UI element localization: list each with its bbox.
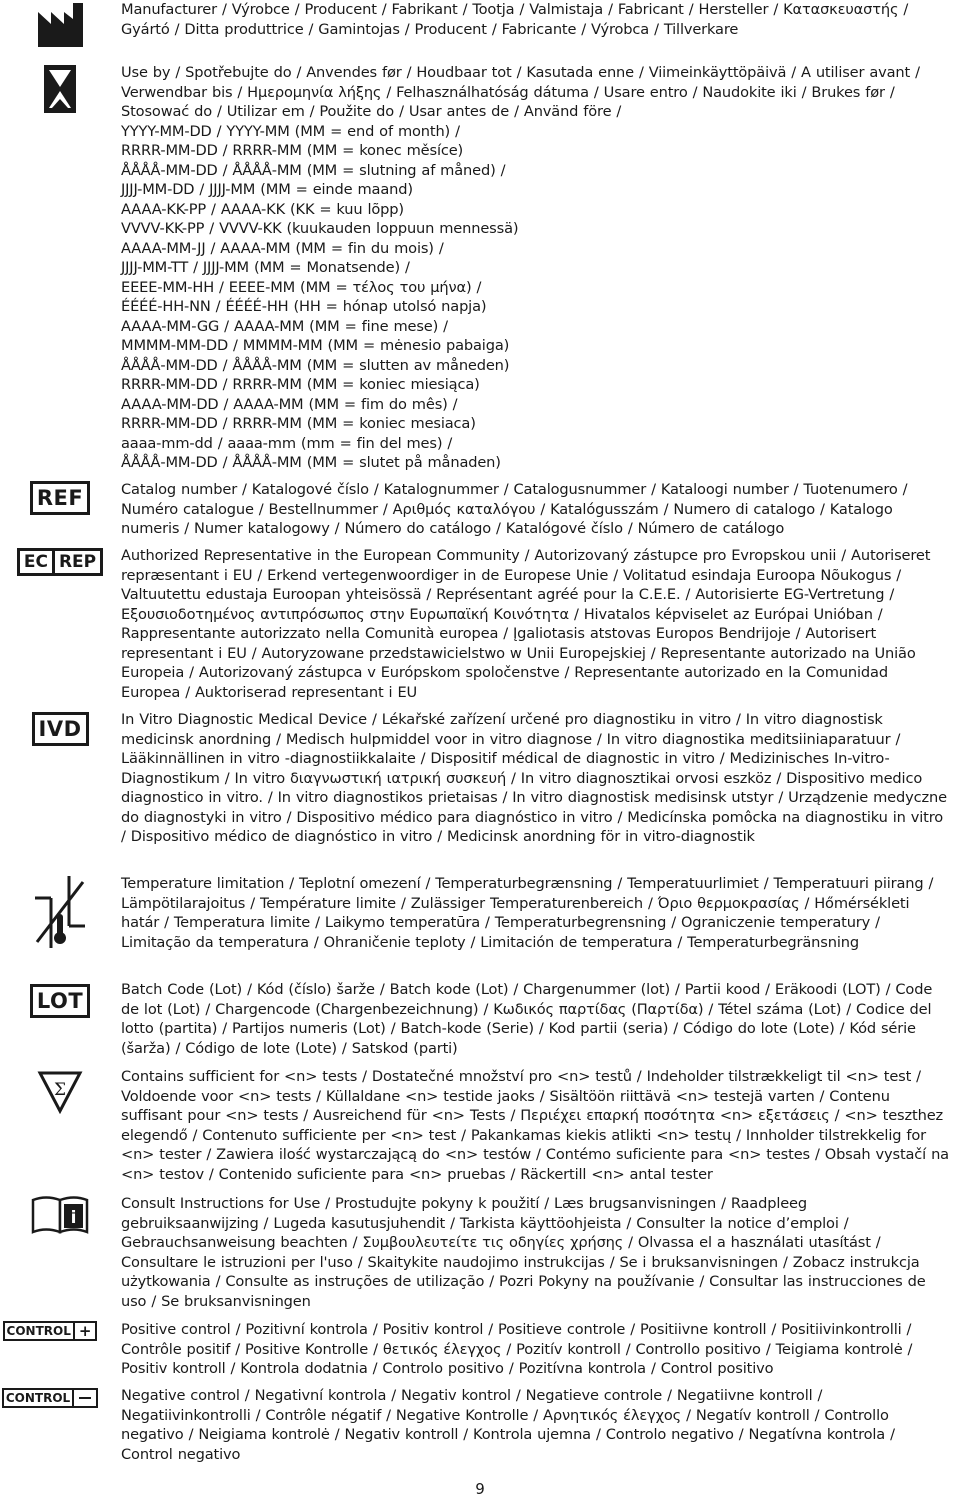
thermometer-icon [20,874,100,950]
date-format-line: AAAA-MM-GG / AAAA-MM (MM = fine mese) / [121,317,448,335]
contains-sufficient-text: Contains sufficient for <n> tests / Dostatečné množství pro <n> testů / Indeholder tilstrækkeligt til <n> test / Voldoende voor <n> tests / Küllaldane <n> testide jaoks / Sisältöön riittävä <n> testejä varten / Contenu suffisant pour <n> tests / Ausreichend für <n> Tests / Περιέχει επαρκή ποσότητα <n> εξετάσεις / <n> teszthez elegendő / Contenuto sufficiente per <n> test / Pakankamas kiekis atlikti <n> testų / Innholder tilstrekkelig for <n> tester / Zawiera ilość wystarczającą do <n> testów / Contémo suficiente para <n> testes / Obsah vystačí na <n> testov / Contenido suficiente para <n> pruebas / Räckertill <n> antal tester [121,1068,949,1183]
date-format-line: AAAA-KK-PP / AAAA-KK (KK = kuu lõpp) [121,200,404,218]
date-format-line: MMMM-MM-DD / MMMM-MM (MM = mėnesio pabaiga) [121,337,510,354]
consult-instructions-text: Consult Instructions for Use / Prostudujte pokyny k použití / Læs brugsanvisningen / Raadpleeg gebruiksaanwijzing / Lugeda kasutusjuhendit / Tarkista käyttöohjeista / Consulter la notice d’emploi / Gebrauchsanweisung beachten / Συμβουλευτείτε τις οδηγίες χρήσης / Olvassa el a használati utasítást / Consultare le istruzioni per l'uso / Skaitykite naudojimo instrukcijas / Se i bruksanvisningen / Zobacz instrukcja użytkowania / Consulte as instruções de utilização / Pozri Pokyny na používanie / Consultar las instrucciones de uso / Se bruksanvisningen [121,1195,926,1310]
authorized-representative-text: Authorized Representative in the European Community / Autorizovaný zástupce pro Evropskou unii / Autoriseret repræsentant i EU / Erkend vertegenwoordiger in de Europese Unie / Volitatud esindaja Euroopa Nõukogus / Valtuutettu edustaja Euroopan yhteisössä / Représentant agréé pour la C.E.E. / Autorisierte EG-Vertretung / Εξουσιοδοτημένος αντιπρόσωπος στην Ευρωπαϊκή Κοινότητα / Hivatalos képviselet az Európai Unióban / Rappresentante autorizzato nella Comunità europea / Įgaliotasis atstovas Europos Bendrijoje / Autorisert representant i EU / Autoryzowane przedstawicielstwo w Unii Europejskiej / Representante autorizado na União Europeia / Autorizovaný zástupca v Európskom spoločenstve / Representante autorizado en la Comunidad Europea / Auktoriserad representant i EU [121,547,931,701]
plus-sign: + [78,1322,92,1340]
minus-sign-icon [79,1397,91,1399]
ec-rep-symbol [20,548,100,576]
date-format-line: VVVV-KK-PP / VVVV-KK (kuukauden loppuun mennessä) [121,220,519,237]
negative-control-text: Negative control / Negativní kontrola / Negativ kontrol / Negatieve controle / Negatiivne kontroll / Negatiivinkontrolli / Contrôle négatif / Negative Kontrolle / Αρνητικός έλεγχος / Negatív kontroll / Controllo negativo / Neigiama kontrolė / Negativ kontroll / Kontrola ujemna / Controlo negativo / Negatívna kontrola / Control negativo [121,1387,895,1463]
date-format-line: EEEE-MM-HH / EEEE-MM (MM = τέλος του μήνα) / [121,278,482,296]
date-format-line: RRRR-MM-DD / RRRR-MM (MM = koniec mesiaca) [121,415,476,432]
control-positive-symbol [8,1321,92,1341]
date-format-line: YYYY-MM-DD / YYYY-MM (MM = end of month) / [121,122,460,140]
control-negative-symbol [5,1388,92,1408]
positive-control-text: Positive control / Pozitivní kontrola / Positiv kontrol / Positieve controle / Positiivne kontroll / Positiivinkontrolli / Contrôle positif / Positive Kontrolle / θετικός έλεγχος / Pozitív kontroll / Controllo positivo / Teigiama kontrolė / Positiv kontroll / Kontrola dodatnia / Controlo positivo / Pozitívna kontrola / Control positivo [121,1321,913,1377]
ref-symbol [20,481,100,515]
date-format-line: ÅÅÅÅ-MM-DD / ÅÅÅÅ-MM (MM = slutet på månaden) [121,454,501,471]
control-label-positive: CONTROL [5,1323,75,1339]
ec-label: EC [20,551,55,573]
temperature-limit-text: Temperature limitation / Teplotní omezení / Temperaturbegrænsning / Temperatuurlimiet / Temperatuuri piirang / Lämpötilarajoitus / Température limite / Zulässiger Temperaturenbereich / Όριο θερμοκρασίας / Hőmérsékleti határ / Temperatura limite / Laikymo temperatūra / Temperaturbegrensning / Ograniczenie temperatury / Limitação da temperatura / Ohraničenie teploty / Limitación de temperatura / Temperaturbegränsning [121,875,934,951]
use-by-text: Use by / Spotřebujte do / Anvendes før / Houdbaar tot / Kasutada enne / Viimeinkäyttöpäivä / A utiliser avant / Verwendbar bis / Ημερομηνία λήξης / Felhasználhatóság dátuma / Usare entro / Naudokite iki / Brukes før / Stosować do / Utilizar em / Použite do / Usar antes de / Använd före / YYYY-MM-DD / YYYY-MM (MM = end of month) / RRRR-MM-DD / RRRR-MM (MM = konec měsíce) ÅÅÅÅ-MM-DD / ÅÅÅÅ-MM (MM = slutning af måned) / JJJJ-MM-DD / JJJJ-MM (MM = einde maand) AAAA-KK-PP / AAAA-KK (KK = kuu lõpp) VVVV-KK-PP / VVVV-KK (kuukauden loppuun mennessä) AAAA-MM-JJ / AAAA-MM (MM = fin du mois) / JJJJ-MM-TT / JJJJ-MM (MM = Monatsende) / EEEE-MM-HH / EEEE-MM (MM = τέλος του μήνα) / ÉÉÉÉ-HH-NN / ÉÉÉÉ-HH (HH = hónap utolsó napja) AAAA-MM-GG / AAAA-MM (MM = fine mese) / MMMM-MM-DD / MMMM-MM (MM = mėnesio pabaiga) ÅÅÅÅ-MM-DD / ÅÅÅÅ-MM (MM = slutten av måneden) RRRR-MM-DD / RRRR-MM (MM = koniec miesiąca) AAAA-MM-DD / AAAA-MM (MM = fim do mês) / RRRR-MM-DD / RRRR-MM (MM = koniec mesiaca) aaaa-mm-dd / aaaa-mm (mm = fin del mes) / ÅÅÅÅ-MM-DD / ÅÅÅÅ-MM (MM = slutet på månaden) [121,63,949,473]
sigma-triangle-icon [20,1070,100,1114]
instructions-book-icon [20,1195,100,1235]
date-format-line: ÉÉÉÉ-HH-NN / ÉÉÉÉ-HH (HH = hónap utolsó napja) [121,298,487,315]
date-format-line: RRRR-MM-DD / RRRR-MM (MM = koniec miesiąca) [121,376,480,393]
date-format-line: JJJJ-MM-TT / JJJJ-MM (MM = Monatsende) / [121,259,410,276]
date-format-line: AAAA-MM-JJ / AAAA-MM (MM = fin du mois) / [121,239,444,257]
lot-symbol [20,984,100,1018]
sigma-label: Σ [53,1080,67,1100]
ivd-label: IVD [32,712,89,746]
catalog-number-text: Catalog number / Katalogové číslo / Katalognummer / Catalogusnummer / Kataloogi number / Tuotenumero / Numéro catalogue / Bestellnummer / Αριθμός καταλόγου / Katalógusszám / Numero di catalogo / Katalogo numeris / Numer katalogowy / Número do catálogo / Katalógové číslo / Número de catálogo [121,481,908,537]
ref-label: REF [30,481,90,515]
info-letter: i [70,1208,77,1228]
date-format-line: RRRR-MM-DD / RRRR-MM (MM = konec měsíce) [121,142,464,159]
rep-label: REP [58,552,97,572]
date-format-line: ÅÅÅÅ-MM-DD / ÅÅÅÅ-MM (MM = slutten av måneden) [121,356,510,374]
date-format-line: AAAA-MM-DD / AAAA-MM (MM = fim do mês) / [121,395,458,413]
page-number: 9 [475,1480,485,1498]
manufacturer-icon [20,2,100,48]
date-format-line: JJJJ-MM-DD / JJJJ-MM (MM = einde maand) [121,181,413,198]
hourglass-icon [20,63,100,115]
lot-label: LOT [30,984,90,1018]
manufacturer-text: Manufacturer / Výrobce / Producent / Fabrikant / Tootja / Valmistaja / Fabricant / Hersteller / Κατασκευαστής / Gyártó / Ditta produttrice / Gamintojas / Producent / Fabricante / Výrobca / Tillverkare [121,1,909,38]
date-format-line: aaaa-mm-dd / aaaa-mm (mm = fin del mes) / [121,434,453,452]
ivd-symbol [20,712,100,746]
ivd-text: In Vitro Diagnostic Medical Device / Lékařské zařízení určené pro diagnostiku in vitro / In vitro diagnostisk medicinsk anordning / Medisch hulpmiddel voor in vitro diagnose / In vitro diagnostika meditsiiniaparatuur / Lääkinnällinen in vitro -diagnostiikkalaite / Dispositif médical de diagnostic in vitro / Medizinisches In-vitro-Diagnostikum / In vitro διαγνωστική ιατρική συσκευή / In vitro diagnosztikai orvosi eszköz / Dispositivo medico diagnostico in vitro. / In vitro diagnostikos prietaisas / In vitro diagnostisk medisinsk utstyr / Urządzenie medyczne do diagnostyki in vitro / Dispositivo médico para diagnóstico in vitro / Medicínska pomôcka na diagnostiku in vitro / Dispositivo médico de diagnóstico in vitro / Medicinsk anordning för in vitro-diagnostik [121,711,947,845]
batch-code-text: Batch Code (Lot) / Kód (číslo) šarže / Batch kode (Lot) / Chargenummer (lot) / Partii kood / Eräkoodi (LOT) / Code de lot (Lot) / Chargencode (Chargenbezeichnung) / Κωδικός παρτίδας (Παρτίδα) / Tétel száma (Lot) / Codice del lotto (partita) / Partijos numeris (Lot) / Batch-kode (Serie) / Kod partii (seria) / Código do lote (Lote) / Kód série (šarža) / Código de lote (Lote) / Satskod (parti) [121,981,933,1057]
date-format-line: ÅÅÅÅ-MM-DD / ÅÅÅÅ-MM (MM = slutning af måned) / [121,161,506,179]
control-label-negative: CONTROL [4,1390,74,1406]
